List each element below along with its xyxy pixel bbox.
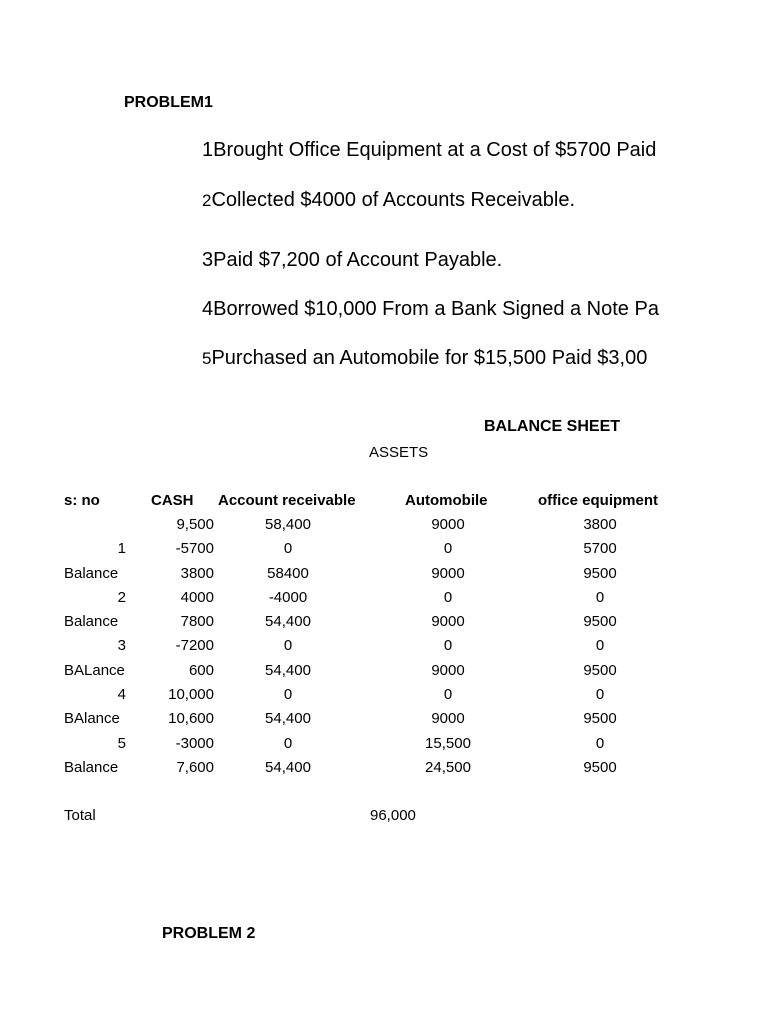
equipment-cell: 9500 xyxy=(583,710,617,727)
table-row xyxy=(0,540,768,564)
automobile-cell: 9000 xyxy=(431,565,465,582)
cash-cell: 10,000 xyxy=(168,686,214,703)
table-row xyxy=(0,710,768,734)
automobile-cell: 0 xyxy=(443,540,453,557)
automobile-cell: 24,500 xyxy=(425,759,471,776)
row-label: BALance xyxy=(64,662,125,679)
cash-cell: 9,500 xyxy=(176,516,214,533)
automobile-cell: 0 xyxy=(443,686,453,703)
row-label: Balance xyxy=(64,613,119,630)
item-number: 2 xyxy=(202,191,212,210)
ar-cell: 54,400 xyxy=(265,710,311,727)
problem1-title: PROBLEM1 xyxy=(124,94,213,111)
total-label: Total xyxy=(64,807,96,824)
automobile-cell: 9000 xyxy=(431,613,465,630)
problem-item xyxy=(202,139,664,167)
automobile-cell: 9000 xyxy=(431,710,465,727)
item-number: 4 xyxy=(202,298,214,320)
assets-label: ASSETS xyxy=(369,444,429,461)
automobile-cell: 0 xyxy=(443,589,453,606)
table-row xyxy=(0,613,768,637)
automobile-cell: 9000 xyxy=(431,516,465,533)
automobile-cell: 0 xyxy=(443,637,453,654)
row-label: 4 xyxy=(117,686,126,703)
ar-cell: 54,400 xyxy=(265,662,311,679)
equipment-cell: 0 xyxy=(595,686,605,703)
table-header xyxy=(0,492,768,516)
table-row xyxy=(0,565,768,589)
item-number: 5 xyxy=(202,349,212,368)
equipment-cell: 3800 xyxy=(583,516,617,533)
total-value: 96,000 xyxy=(370,807,416,824)
cash-cell: -7200 xyxy=(175,637,214,654)
row-label: 1 xyxy=(117,540,126,557)
ar-cell: 0 xyxy=(283,637,293,654)
row-label: 5 xyxy=(117,735,126,752)
header-automobile: Automobile xyxy=(405,492,488,509)
item-text: Brought Office Equipment at a Cost of $5700 Paid xyxy=(213,139,657,161)
item-number: 3 xyxy=(202,249,214,271)
row-label: 3 xyxy=(117,637,126,654)
item-text: Paid $7,200 of Account Payable. xyxy=(213,249,503,271)
header-office-equipment: office equipment xyxy=(538,492,659,509)
problem-item xyxy=(202,347,664,375)
row-label: Balance xyxy=(64,565,119,582)
table-row xyxy=(0,735,768,759)
table-row xyxy=(0,589,768,613)
header-account-receivable: Account receivable xyxy=(218,492,356,509)
equipment-cell: 0 xyxy=(595,735,605,752)
equipment-cell: 9500 xyxy=(583,565,617,582)
cash-cell: -5700 xyxy=(175,540,214,557)
ar-cell: 58400 xyxy=(267,565,309,582)
cash-cell: 7800 xyxy=(180,613,214,630)
cash-cell: 4000 xyxy=(180,589,214,606)
row-label: BAlance xyxy=(64,710,120,727)
table-row xyxy=(0,637,768,661)
equipment-cell: 9500 xyxy=(583,759,617,776)
row-label: Balance xyxy=(64,759,119,776)
ar-cell: 54,400 xyxy=(265,613,311,630)
automobile-cell: 15,500 xyxy=(425,735,471,752)
cash-cell: 7,600 xyxy=(176,759,214,776)
ar-cell: 0 xyxy=(283,540,293,557)
ar-cell: 0 xyxy=(283,686,293,703)
cash-cell: -3000 xyxy=(175,735,214,752)
header-cash: CASH xyxy=(151,492,194,509)
ar-cell: -4000 xyxy=(268,589,308,606)
equipment-cell: 9500 xyxy=(583,613,617,630)
ar-cell: 0 xyxy=(283,735,293,752)
item-text: Purchased an Automobile for $15,500 Paid $3,00 xyxy=(211,347,648,369)
item-text: Borrowed $10,000 From a Bank Signed a Note Pa xyxy=(213,298,659,320)
automobile-cell: 9000 xyxy=(431,662,465,679)
problem2-title: PROBLEM 2 xyxy=(162,925,256,942)
header-sno: s: no xyxy=(64,492,100,509)
table-row xyxy=(0,662,768,686)
equipment-cell: 0 xyxy=(595,637,605,654)
equipment-cell: 9500 xyxy=(583,662,617,679)
equipment-cell: 5700 xyxy=(583,540,617,557)
table-row xyxy=(0,759,768,783)
item-text: Collected $4000 of Accounts Receivable. xyxy=(211,189,576,211)
equipment-cell: 0 xyxy=(595,589,605,606)
ar-cell: 54,400 xyxy=(265,759,311,776)
cash-cell: 600 xyxy=(188,662,214,679)
row-label: 2 xyxy=(117,589,126,606)
balance-sheet-title: BALANCE SHEET xyxy=(484,418,621,435)
cash-cell: 10,600 xyxy=(168,710,214,727)
problem-item xyxy=(202,249,664,277)
problem-item xyxy=(202,189,664,217)
table-row xyxy=(0,686,768,710)
cash-cell: 3800 xyxy=(180,565,214,582)
problem-item xyxy=(202,298,664,326)
item-number: 1 xyxy=(202,139,214,161)
table-row xyxy=(0,516,768,540)
ar-cell: 58,400 xyxy=(265,516,311,533)
